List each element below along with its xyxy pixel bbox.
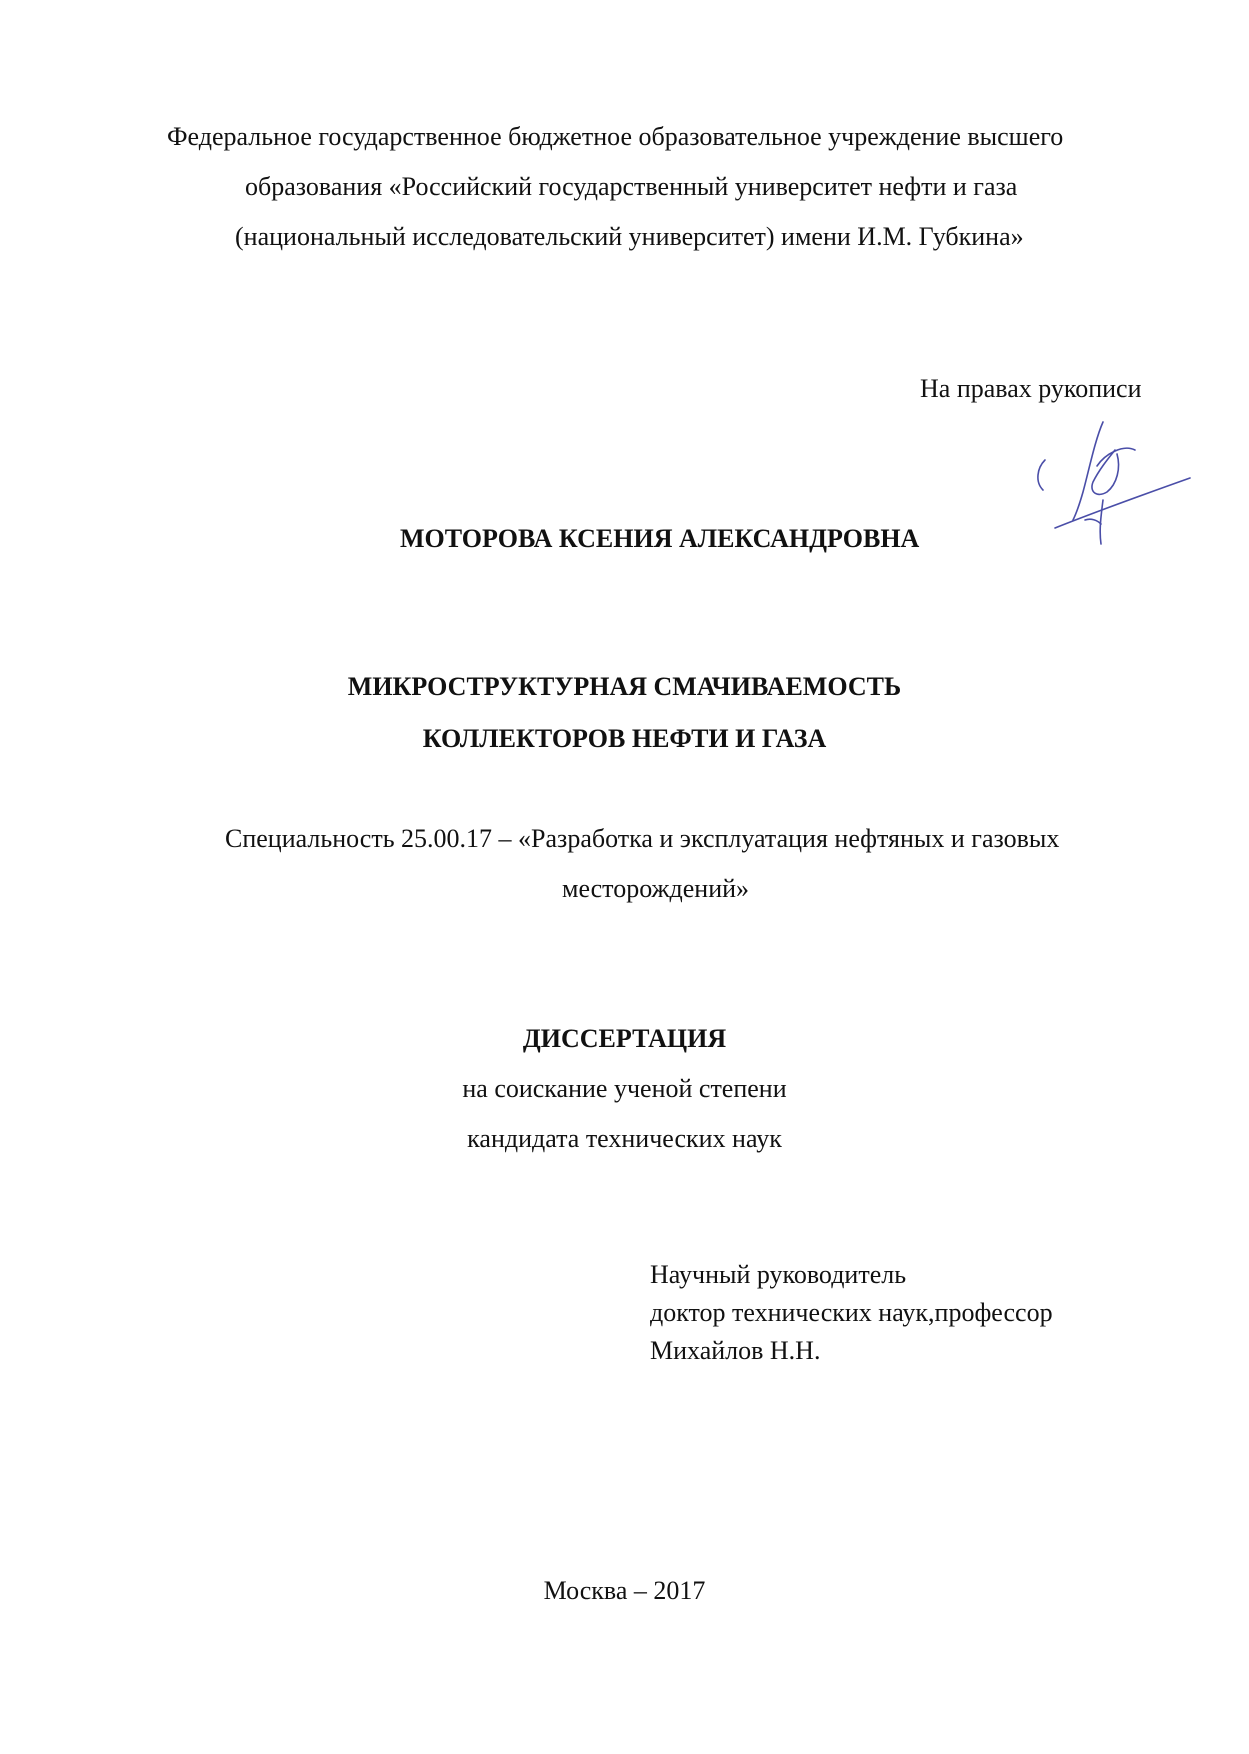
specialty-line-1: Специальность 25.00.17 – «Разработка и эксплуатация нефтяных и газовых [225,824,1060,853]
dissertation-line-2: кандидата технических наук [467,1124,782,1153]
supervisor-label: Научный руководитель [650,1260,907,1289]
handwritten-signature [1025,420,1195,550]
author-name: МОТОРОВА КСЕНИЯ АЛЕКСАНДРОВНА [400,524,920,553]
institution-line-2: образования «Российский государственный университет нефти и газа [245,172,1018,201]
footer-city-year: Москва – 2017 [543,1576,706,1605]
title-line-1: МИКРОСТРУКТУРНАЯ СМАЧИВАЕМОСТЬ [347,672,902,701]
institution-line-1: Федеральное государственное бюджетное образовательное учреждение высшего [167,122,1064,151]
manuscript-note: На правах рукописи [920,374,1142,403]
institution-line-3: (национальный исследовательский университет) имени И.М. Губкина» [235,222,1024,251]
dissertation-heading: ДИССЕРТАЦИЯ [522,1024,727,1053]
dissertation-line-1: на соискание ученой степени [462,1074,787,1103]
supervisor-degree: доктор технических наук,профессор [650,1298,1053,1327]
supervisor-name: Михайлов Н.Н. [650,1336,821,1365]
title-line-2: КОЛЛЕКТОРОВ НЕФТИ И ГАЗА [422,724,827,753]
specialty-line-2: месторождений» [562,874,750,903]
